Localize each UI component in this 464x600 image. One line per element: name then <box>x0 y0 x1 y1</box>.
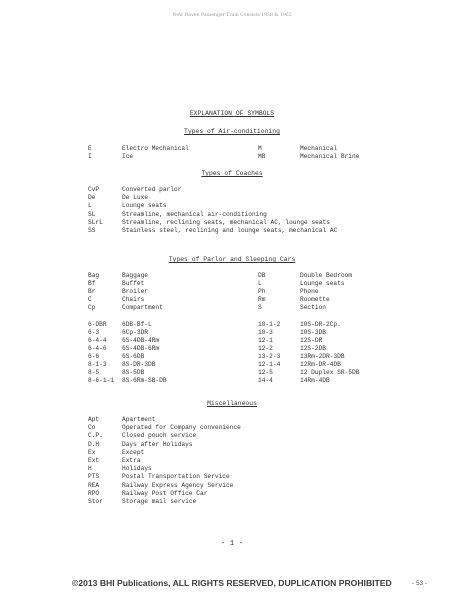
symbol-code: 8-5 <box>88 369 100 377</box>
symbol-meaning: Extra <box>122 457 141 464</box>
symbol-meaning: 8S-6Rm-SB-DB <box>122 377 167 385</box>
symbol-meaning: Double Bedroom <box>300 272 352 279</box>
symbol-meaning: Broiler <box>122 288 148 296</box>
symbol-meaning: Lounge seats <box>300 280 345 288</box>
symbol-meaning: Holidays <box>122 465 152 473</box>
symbol-code: C.P. <box>88 432 103 440</box>
symbol-code: Br <box>88 288 96 296</box>
symbol-code: 13-2-3 <box>258 353 281 360</box>
symbol-code: REA <box>88 481 100 489</box>
symbol-meaning: Operated for Company convenience <box>122 424 241 432</box>
symbol-code: 6-6 <box>88 353 100 360</box>
symbol-meaning: Lounge seats <box>122 202 167 210</box>
symbol-meaning: 12Rm-DR-4DB <box>300 361 341 369</box>
symbol-meaning: Stainless steel, reclining and lounge seats, mechanical AC <box>122 227 338 234</box>
symbol-meaning: Compartment <box>122 304 163 312</box>
symbol-code: H <box>88 465 92 473</box>
symbol-code: Stor <box>88 498 103 505</box>
symbol-code: S <box>258 304 262 312</box>
symbol-code: SS <box>88 227 96 234</box>
symbol-meaning: 12S-DR <box>300 336 323 344</box>
symbol-meaning: 6Cp-3DR <box>122 328 148 336</box>
symbol-code: 8-6-1-1 <box>88 377 114 385</box>
symbol-meaning: 8S-5DB <box>122 369 145 377</box>
symbol-meaning: 12S-2DB <box>300 344 326 352</box>
symbol-meaning: Buffet <box>122 280 145 288</box>
symbol-code: 6-4-6 <box>88 344 107 352</box>
symbol-code: M <box>258 145 262 152</box>
symbol-code: Rm <box>258 296 266 304</box>
symbol-code: DB <box>258 272 266 279</box>
symbol-meaning: 6S-4DB-4Rm <box>122 336 160 344</box>
symbol-meaning: Except <box>122 448 145 456</box>
symbol-meaning: Chairs <box>122 296 145 304</box>
symbol-meaning: Mechanical Brine <box>300 153 360 161</box>
symbol-meaning: 13Rm-2DR-3DB <box>300 353 345 360</box>
symbol-meaning: Streamline, mechanical air-conditioning <box>122 210 267 218</box>
symbol-meaning: Electro Mechanical <box>122 145 189 152</box>
symbol-meaning: Converted parlor <box>122 186 182 193</box>
symbol-code: De <box>88 194 96 202</box>
symbol-meaning: Baggage <box>122 272 148 279</box>
section-heading: Types of Coaches <box>201 170 263 177</box>
symbol-meaning: Closed pouch service <box>122 432 197 440</box>
symbol-meaning: Days after Holidays <box>122 440 193 448</box>
symbol-meaning: 12 Duplex SR-5DB <box>300 369 360 377</box>
copyright-notice: ©2013 BHI Publications, ALL RIGHTS RESERVED, DUPLICATION PROHIBITED <box>72 578 392 588</box>
symbol-code: Ext <box>88 457 100 464</box>
symbol-code: 12-1 <box>258 336 273 344</box>
symbol-code: 12-1-4 <box>258 361 281 369</box>
symbol-code: CvP <box>88 186 100 193</box>
symbol-code: RPO <box>88 489 100 497</box>
symbol-code: SLrL <box>88 218 103 226</box>
symbol-meaning: 6DB-Bf-L <box>122 320 152 328</box>
running-header: New Haven Passenger Train Consists 1958 & 1962 <box>172 13 292 18</box>
symbol-meaning: 14Rm-4DB <box>300 377 330 385</box>
symbol-code: D.H <box>88 440 100 448</box>
symbol-meaning: 6S-6DB <box>122 353 145 360</box>
symbol-code: 8-1-3 <box>88 361 107 369</box>
symbol-meaning: Ice <box>122 153 134 161</box>
symbol-code: Co <box>88 424 96 432</box>
symbol-meaning: De Luxe <box>122 194 148 202</box>
symbol-code: 12-5 <box>258 369 273 377</box>
symbol-code: Bf <box>88 280 96 288</box>
section-heading: Types of Parlor and Sleeping Cars <box>168 256 296 263</box>
symbol-code: C <box>88 296 92 304</box>
section-heading: Miscellaneous <box>207 400 257 407</box>
symbol-meaning: Storage mail service <box>122 498 197 505</box>
page-number: - 1 - <box>220 540 244 548</box>
symbol-code: SL <box>88 210 96 218</box>
symbol-code: PTS <box>88 473 100 481</box>
document-title: EXPLANATION OF SYMBOLS <box>189 110 275 117</box>
symbol-code: MB <box>258 153 266 161</box>
symbol-code: 10-1-2 <box>258 320 281 328</box>
symbol-meaning: Railway Express Agency Service <box>122 481 234 489</box>
folio-number: - 53 - <box>412 580 428 587</box>
symbol-meaning: Railway Post Office Car <box>122 489 208 497</box>
symbol-code: Bag <box>88 272 100 279</box>
symbol-meaning: Apartment <box>122 416 156 423</box>
symbol-meaning: 8S-DR-3DB <box>122 361 156 369</box>
symbol-meaning: Postal Transportation Service <box>122 473 230 481</box>
symbol-meaning: Roomette <box>300 296 330 304</box>
symbol-code: 12-2 <box>258 344 273 352</box>
symbol-code: 6-DBR <box>88 320 107 328</box>
symbol-meaning: Streamline, reclining seats, mechanical AC, lounge seats <box>122 218 330 226</box>
symbol-code: Ph <box>258 288 266 296</box>
symbol-code: Apt <box>88 416 100 423</box>
symbol-code: L <box>88 202 92 210</box>
symbol-code: E <box>88 145 92 152</box>
symbol-meaning: Phone <box>300 288 319 296</box>
symbol-meaning: 10S-3DB <box>300 328 326 336</box>
symbol-code: 10-3 <box>258 328 273 336</box>
section-heading: Types of Air-conditioning <box>184 128 280 135</box>
symbol-meaning: 10S-DR-2Cp. <box>300 320 341 328</box>
symbol-code: L <box>258 280 262 288</box>
symbol-code: 6-4-4 <box>88 336 107 344</box>
symbol-code: Cp <box>88 304 96 312</box>
symbol-code: 6-3 <box>88 328 100 336</box>
symbol-code: 14-4 <box>258 377 273 385</box>
symbol-code: I <box>88 153 92 161</box>
symbol-meaning: Section <box>300 304 326 312</box>
symbol-meaning: Mechanical <box>300 145 338 152</box>
symbol-meaning: 6S-4DB-6Rm <box>122 344 160 352</box>
symbol-code: Ex <box>88 448 96 456</box>
